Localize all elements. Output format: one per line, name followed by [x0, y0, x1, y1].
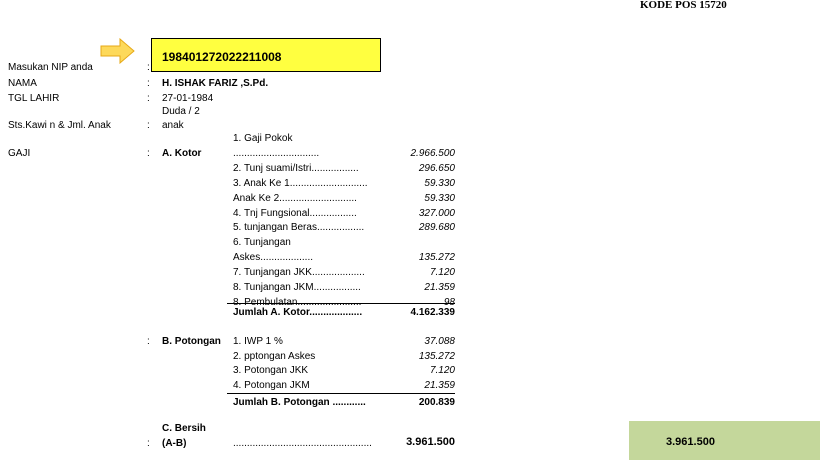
potongan-total-label: Jumlah B. Potongan ............ — [233, 397, 366, 408]
row-label: 2. Tunj suami/Istri................. — [233, 162, 359, 174]
row-label: 1. IWP 1 % — [233, 336, 283, 347]
nama-label: NAMA — [8, 78, 37, 89]
potongan-title: B. Potongan — [162, 336, 221, 347]
divider — [227, 393, 455, 394]
status-value: Duda / 2 — [162, 106, 200, 117]
row-label: 7. Tunjangan JKK................... — [233, 267, 365, 279]
row-value: 7.120 — [429, 267, 455, 279]
colon: : — [147, 438, 150, 449]
row-label: Anak Ke 2............................ — [233, 192, 357, 204]
nip-value[interactable]: 198401272022211008 — [162, 50, 282, 64]
arrow-right-icon — [100, 38, 136, 64]
row-label: 2. pptongan Askes — [233, 350, 316, 362]
row-value: 289.680 — [418, 222, 455, 234]
colon: : — [147, 336, 150, 347]
colon: : — [147, 148, 150, 159]
colon: : — [147, 62, 150, 73]
row-value: 327.000 — [418, 207, 455, 219]
row-label: 5. tunjangan Beras................. — [233, 222, 365, 234]
row-label: 1. Gaji Pokok — [233, 133, 293, 144]
row-value: 2.966.500 — [410, 147, 455, 159]
nip-label: Masukan NIP anda — [8, 62, 93, 73]
row-value: 7.120 — [429, 365, 455, 376]
bersih-highlight-value: 3.961.500 — [666, 436, 715, 448]
row-value: 37.088 — [424, 336, 455, 347]
row-value: 135.272 — [418, 252, 455, 264]
colon: : — [147, 78, 150, 89]
tgl-lahir-value: 27-01-1984 — [162, 93, 214, 104]
status-kawin-label: Sts.Kawi n & Jml. Anak — [8, 120, 111, 131]
kotor-title: A. Kotor — [162, 148, 202, 159]
row-label: 3. Potongan JKK — [233, 365, 309, 376]
row-label: ............................... — [233, 147, 320, 159]
bersih-dots: .................................................. — [233, 438, 372, 449]
row-value: 296.650 — [418, 162, 455, 174]
bersih-title: C. Bersih — [162, 423, 206, 434]
bersih-highlight-cell — [629, 421, 820, 460]
row-value: 135.272 — [418, 350, 455, 362]
status-kawin-value: anak — [162, 120, 184, 131]
row-label: Askes................... — [233, 252, 314, 264]
tgl-lahir-label: TGL LAHIR — [8, 93, 60, 104]
divider — [227, 303, 455, 304]
colon: : — [147, 93, 150, 104]
potongan-total-value: 200.839 — [418, 397, 455, 408]
bersih-subtitle: (A-B) — [162, 438, 187, 449]
nama-value: H. ISHAK FARIZ ,S.Pd. — [162, 78, 269, 89]
row-value: 21.359 — [424, 379, 455, 391]
gaji-label: GAJI — [8, 148, 31, 159]
row-value: 59.330 — [424, 177, 455, 189]
colon: : — [147, 120, 150, 131]
bersih-value: 3.961.500 — [406, 436, 455, 448]
kode-pos-text: KODE POS 15720 — [640, 0, 727, 11]
row-label: 4. Tnj Fungsional................. — [233, 207, 357, 219]
row-label: 4. Potongan JKM — [233, 379, 310, 391]
row-label: 3. Anak Ke 1............................ — [233, 177, 368, 189]
kotor-total-label: Jumlah A. Kotor................... — [233, 307, 363, 318]
row-label: 8. Tunjangan JKM................. — [233, 282, 361, 293]
kotor-total-value: 4.162.339 — [410, 307, 455, 318]
row-value: 21.359 — [424, 282, 455, 293]
row-label: 6. Tunjangan — [233, 237, 291, 249]
row-value: 59.330 — [424, 192, 455, 204]
